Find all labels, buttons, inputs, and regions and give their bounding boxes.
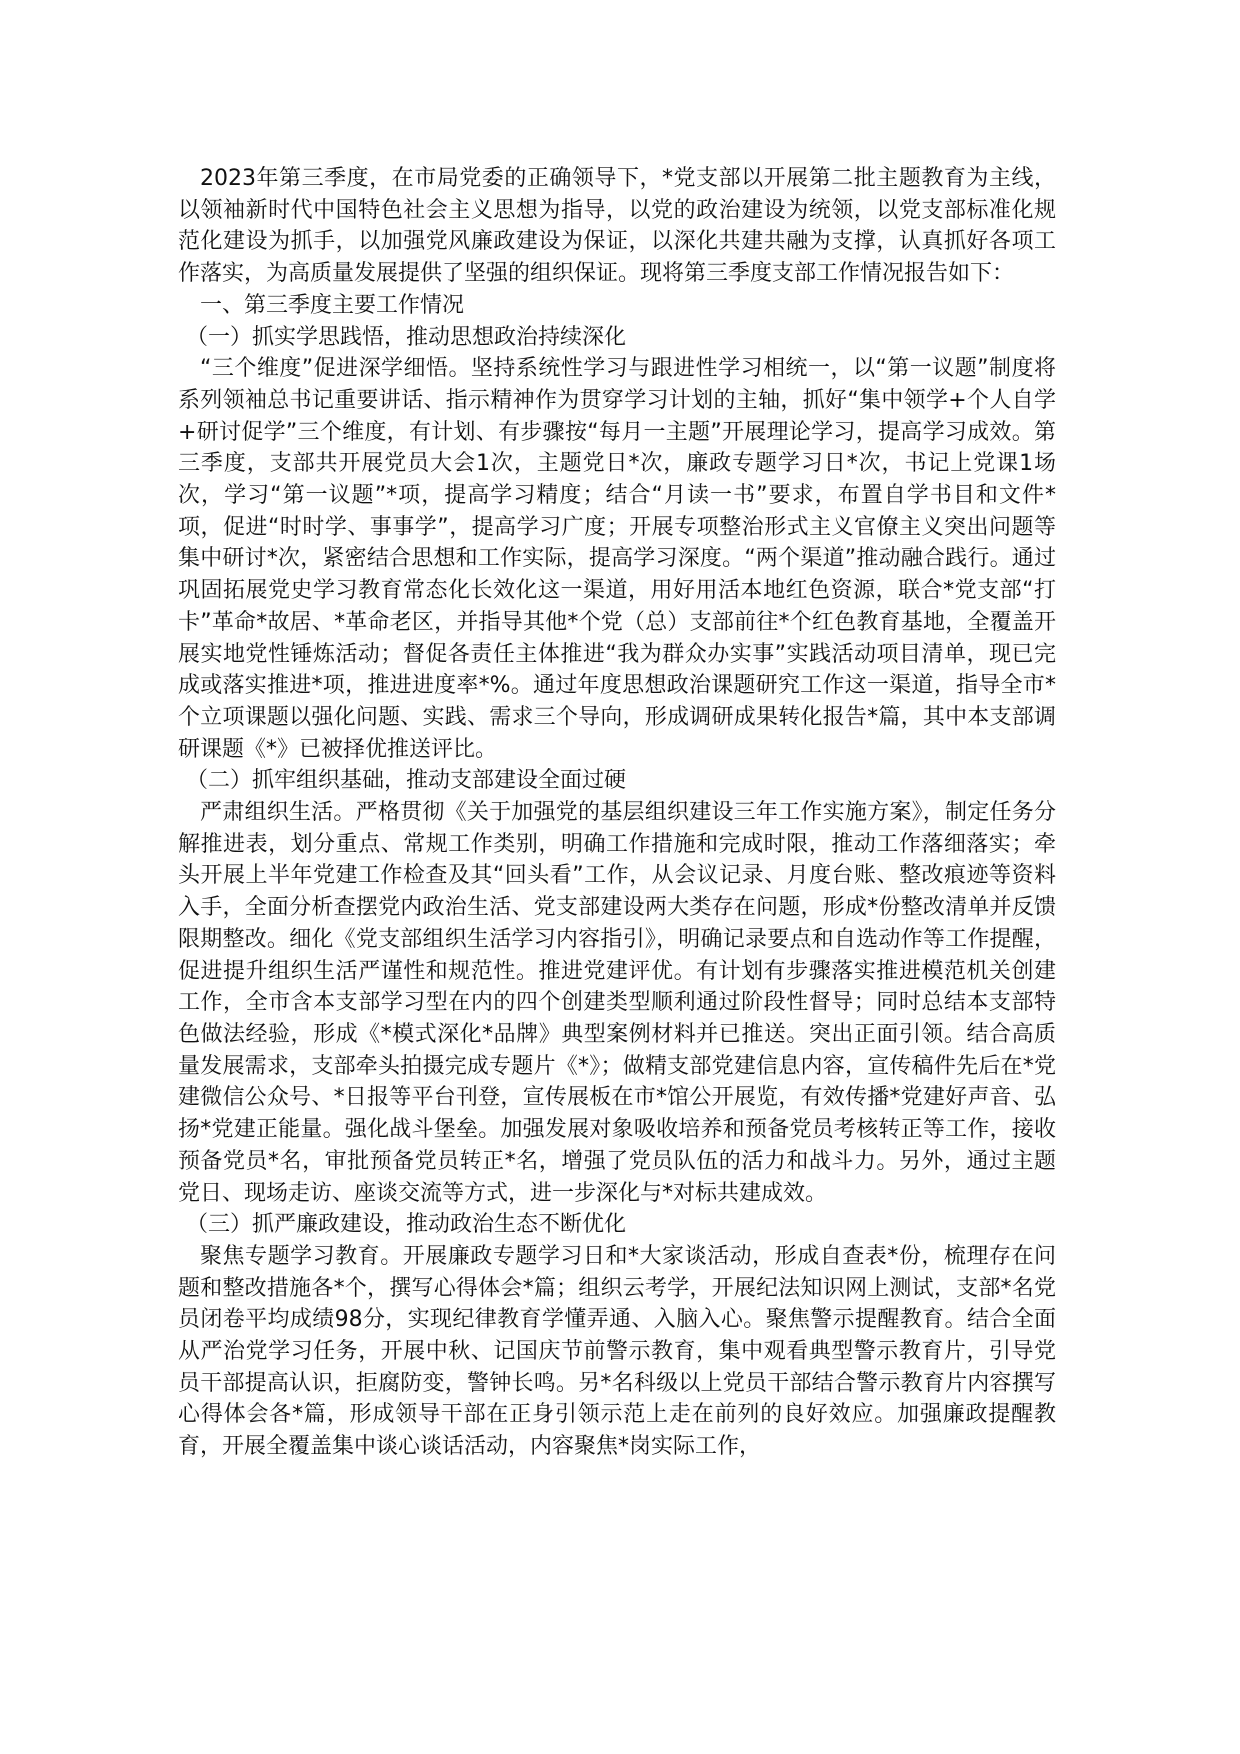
main-heading: 一、第三季度主要工作情况 — [200, 292, 465, 318]
section-3-heading: （三）抓严廉政建设，推动政治生态不断优化 — [186, 1212, 627, 1238]
document-page — [178, 163, 1056, 1463]
section-1-heading: （一）抓实学思践悟，推动思想政治持续深化 — [186, 324, 627, 350]
intro-paragraph: 2023年第三季度，在市局党委的正确领导下，*党支部以开展第二批主题教育为主线，以领袖新时代中国特色社会主义思想为指导，以党的政治建设为统领，以党支部标准化规范化建设为抓手，以加强党风廉政建设为保证，以深化共建共融为支撑，认真抓好各项工作落实，为高质量发展提供了坚强的组织保证。现将第三季度支部工作情况报告如下： — [178, 166, 1056, 287]
section-3-body: 聚焦专题学习教育。开展廉政专题学习日和*大家谈活动，形成自查表*份，梳理存在问题和整改措施各*个，撰写心得体会*篇；组织云考学，开展纪法知识网上测试，支部*名党员闭卷平均成绩98分，实现纪律教育学懂弄通、入脑入心。聚焦警示提醒教育。结合全面从严治党学习任务，开展中秋、记国庆节前警示教育，集中观看典型警示教育片，引导党员干部提高认识，拒腐防变，警钟长鸣。另*名科级以上党员干部结合警示教育片内容撰写心得体会各*篇，形成领导干部在正身引领示范上走在前列的良好效应。加强廉政提醒教育，开展全覆盖集中谈心谈话活动，内容聚焦*岗实际工作， — [178, 1243, 1056, 1460]
section-2-heading: （二）抓牢组织基础，推动支部建设全面过硬 — [186, 768, 627, 794]
section-2-body: 严肃组织生活。严格贯彻《关于加强党的基层组织建设三年工作实施方案》，制定任务分解推进表，划分重点、常规工作类别，明确工作措施和完成时限，推动工作落细落实；牵头开展上半年党建工作检查及其“回头看”工作，从会议记录、月度台账、整改痕迹等资料入手，全面分析查摆党内政治生活、党支部建设两大类存在问题，形成*份整改清单并反馈限期整改。细化《党支部组织生活学习内容指引》，明确记录要点和自选动作等工作提醒，促进提升组织生活严谨性和规范性。推进党建评优。有计划有步骤落实推进模范机关创建工作，全市含本支部学习型在内的四个创建类型顺利通过阶段性督导；同时总结本支部特色做法经验，形成《*模式深化*品牌》典型案例材料并已推送。突出正面引领。结合高质量发展需求，支部牵头拍摄完成专题片《*》；做精支部党建信息内容，宣传稿件先后在*党建微信公众号、*日报等平台刊登，宣传展板在市*馆公开展览，有效传播*党建好声音、弘扬*党建正能量。强化战斗堡垒。加强发展对象吸收培养和预备党员考核转正等工作，接收预备党员*名，审批预备党员转正*名，增强了党员队伍的活力和战斗力。另外，通过主题党日、现场走访、座谈交流等方式，进一步深化与*对标共建成效。 — [178, 800, 1056, 1206]
section-1-body: “三个维度”促进深学细悟。坚持系统性学习与跟进性学习相统一，以“第一议题”制度将系列领袖总书记重要讲话、指示精神作为贯穿学习计划的主轴，抓好“集中领学+个人自学+研讨促学”三个维度，有计划、有步骤按“每月一主题”开展理论学习，提高学习成效。第三季度，支部共开展党员大会1次，主题党日*次，廉政专题学习日*次，书记上党课1场次，学习“第一议题”*项，提高学习精度；结合“月读一书”要求，布置自学书目和文件*项，促进“时时学、事事学”，提高学习广度；开展专项整治形式主义官僚主义突出问题等集中研讨*次，紧密结合思想和工作实际，提高学习深度。“两个渠道”推动融合践行。通过巩固拓展党史学习教育常态化长效化这一渠道，用好用活本地红色资源，联合*党支部“打卡”革命*故居、*革命老区，并指导其他*个党（总）支部前往*个红色教育基地，全覆盖开展实地党性锤炼活动；督促各责任主体推进“我为群众办实事”实践活动项目清单，现已完成或落实推进*项，推进进度率*%。通过年度思想政治课题研究工作这一渠道，指导全市*个立项课题以强化问题、实践、需求三个导向，形成调研成果转化报告*篇，其中本支部调研课题《*》已被择优推送评比。 — [178, 356, 1056, 762]
